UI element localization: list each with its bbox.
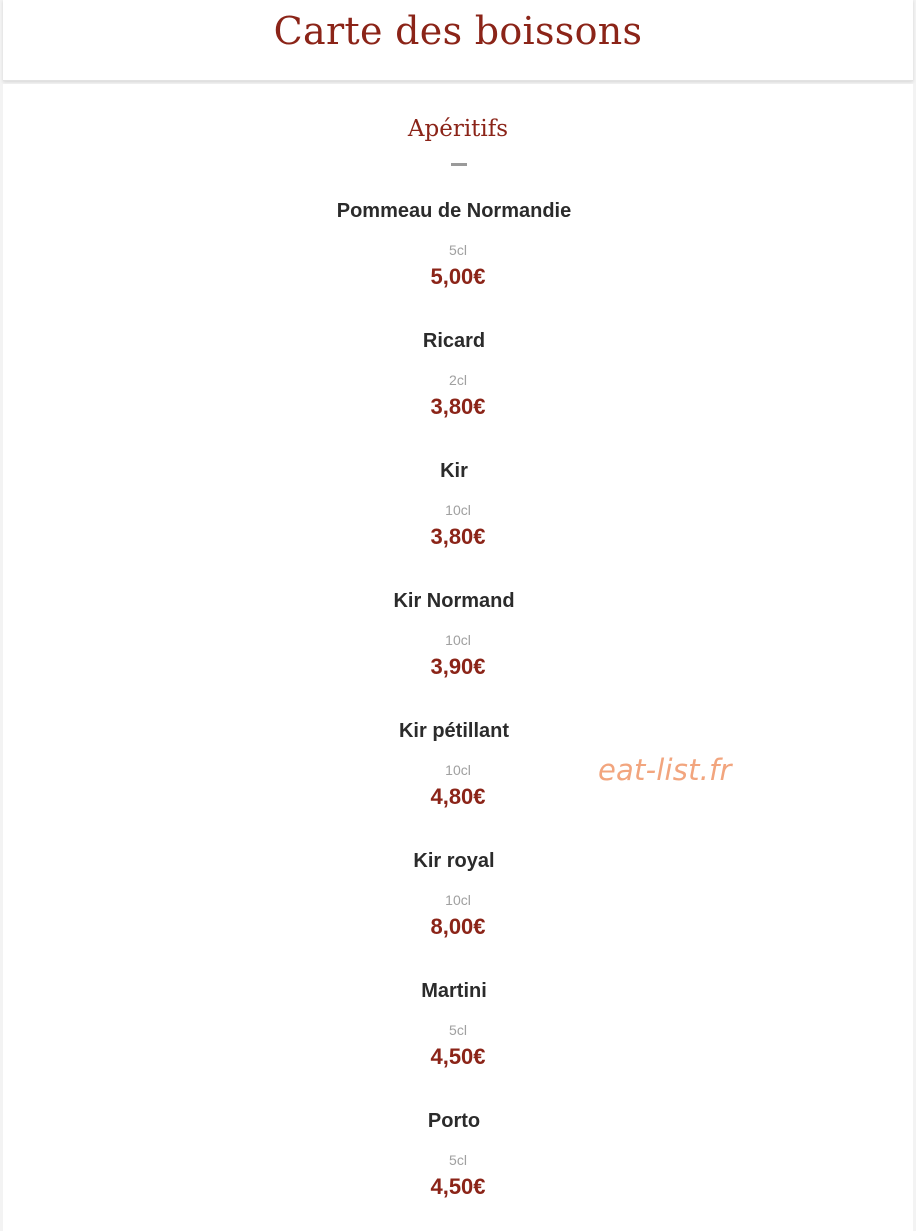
menu-item [3,719,913,839]
item-volume: 10cl [445,892,471,908]
item-price: 5,00€ [430,264,486,289]
section-title: Apéritifs [407,116,509,142]
item-volume: 2cl [449,372,467,388]
item-volume: 10cl [445,632,471,648]
item-name: Kir royal [413,850,495,872]
item-volume: 10cl [445,762,471,778]
menu-item [3,1109,913,1229]
item-price: 4,50€ [430,1174,486,1199]
item-volume: 5cl [449,1152,467,1168]
item-price: 8,00€ [430,914,486,939]
page-title: Carte des boissons [273,9,643,53]
menu-content [3,84,913,1231]
item-price: 4,80€ [430,784,486,809]
item-name: Kir Normand [393,590,515,612]
item-price: 3,80€ [430,524,486,549]
watermark: eat-list.fr [598,753,732,787]
menu-item [3,329,913,449]
item-name: Kir [440,460,468,482]
item-volume: 5cl [449,1022,467,1038]
menu-item [3,459,913,579]
menu-item [3,199,913,319]
item-volume: 5cl [449,242,467,258]
item-name: Pommeau de Normandie [336,200,572,222]
item-name: Martini [421,980,487,1002]
item-price: 3,80€ [430,394,486,419]
item-price: 4,50€ [430,1044,486,1069]
item-name: Porto [427,1110,481,1132]
item-name: Ricard [422,330,486,352]
menu-item [3,979,913,1099]
page-header [3,0,913,81]
item-price: 3,90€ [430,654,486,679]
menu-item [3,849,913,969]
item-volume: 10cl [445,502,471,518]
section-divider [451,163,467,166]
item-name: Kir pétillant [398,720,509,742]
menu-item [3,589,913,709]
